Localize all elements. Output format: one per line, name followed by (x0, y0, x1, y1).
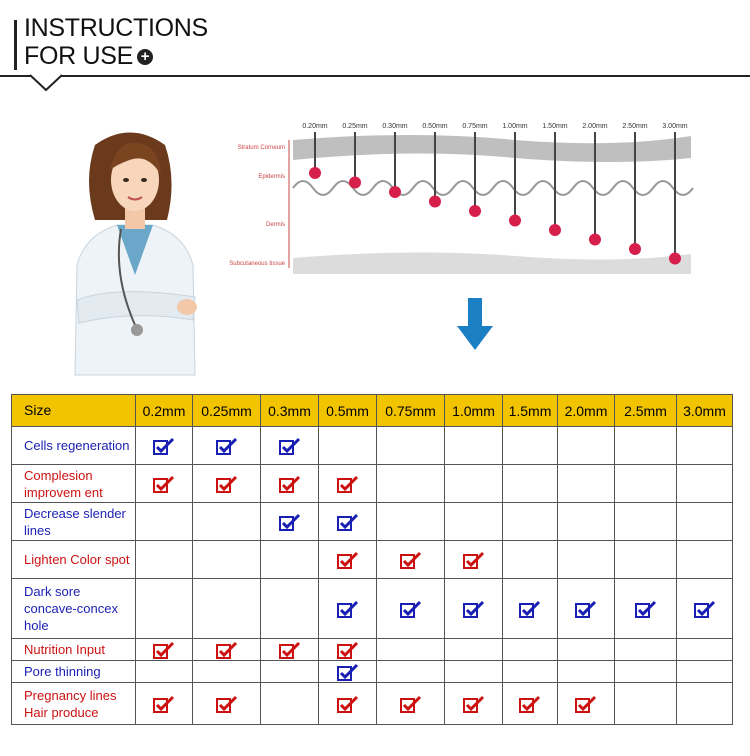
needle-tip (309, 167, 321, 179)
needle-tip (389, 186, 401, 198)
table-cell (193, 661, 261, 683)
table-cell (503, 541, 558, 579)
table-cell (193, 465, 261, 503)
table-cell (615, 541, 677, 579)
checkmark-icon (463, 600, 485, 618)
table-cell (261, 683, 319, 725)
title-line-2: FOR USE (24, 42, 134, 70)
checkmark-icon (519, 695, 541, 713)
table-cell (677, 579, 733, 639)
col-header: 2.0mm (558, 395, 615, 427)
table-cell (377, 579, 445, 639)
table-cell (445, 427, 503, 465)
table-cell (319, 661, 377, 683)
checkmark-icon (216, 437, 238, 455)
table-cell (503, 683, 558, 725)
depth-label: 2.00mm (582, 123, 608, 130)
table-row (12, 661, 733, 683)
col-header: 1.0mm (445, 395, 503, 427)
checkmark-icon (279, 641, 301, 659)
row-label: Decrease slender lines (12, 503, 136, 541)
needle-tip (509, 215, 521, 227)
table-cell (445, 579, 503, 639)
header-accent-bar (14, 20, 17, 70)
col-header: 0.25mm (193, 395, 261, 427)
table-cell (677, 503, 733, 541)
table-cell (136, 541, 193, 579)
layer-label: Epidermis (258, 174, 285, 180)
table-row (12, 427, 733, 465)
down-arrow-icon (455, 298, 495, 352)
table-cell (377, 465, 445, 503)
table-cell (261, 503, 319, 541)
depth-label: 0.75mm (462, 123, 488, 130)
checkmark-icon (216, 695, 238, 713)
table-cell (136, 661, 193, 683)
table-cell (261, 579, 319, 639)
plus-icon: + (137, 49, 153, 65)
needle-tip (629, 243, 641, 255)
table-cell (377, 503, 445, 541)
row-label: Pore thinning (12, 661, 136, 683)
usage-table (11, 394, 733, 725)
table-cell (677, 465, 733, 503)
checkmark-icon (337, 695, 359, 713)
checkmark-icon (463, 551, 485, 569)
title-line-1: INSTRUCTIONS (24, 14, 208, 42)
checkmark-icon (337, 600, 359, 618)
table-header-row (12, 395, 733, 427)
table-cell (193, 639, 261, 661)
depth-label: 0.25mm (342, 123, 368, 130)
table-row (12, 683, 733, 725)
table-cell (615, 683, 677, 725)
depth-label: 0.20mm (302, 123, 328, 130)
skin-depth-diagram (215, 118, 695, 278)
table-cell (193, 503, 261, 541)
checkmark-icon (153, 475, 175, 493)
table-cell (319, 427, 377, 465)
table-cell (677, 683, 733, 725)
table-row (12, 639, 733, 661)
table-cell (558, 427, 615, 465)
page-title (24, 14, 208, 70)
table-cell (319, 541, 377, 579)
table-cell (136, 465, 193, 503)
depth-label: 0.50mm (422, 123, 448, 130)
table-cell (615, 427, 677, 465)
checkmark-icon (400, 551, 422, 569)
table-cell (377, 683, 445, 725)
col-header: 0.75mm (377, 395, 445, 427)
table-cell (503, 427, 558, 465)
table-cell (445, 465, 503, 503)
table-cell (377, 427, 445, 465)
table-cell (136, 683, 193, 725)
table-cell (558, 639, 615, 661)
table-cell (261, 541, 319, 579)
row-label: Lighten Color spot (12, 541, 136, 579)
table-cell (615, 465, 677, 503)
needle-tip (349, 177, 361, 189)
doctor-illustration (55, 125, 215, 380)
needle-tip (589, 234, 601, 246)
checkmark-icon (279, 475, 301, 493)
table-cell (136, 639, 193, 661)
table-cell (558, 661, 615, 683)
header-pointer (28, 74, 68, 92)
col-header: 3.0mm (677, 395, 733, 427)
layer-label: Dermis (266, 222, 285, 228)
table-cell (377, 541, 445, 579)
table-cell (377, 661, 445, 683)
row-label: Nutrition Input (12, 639, 136, 661)
needle-tip (469, 205, 481, 217)
table-row (12, 503, 733, 541)
table-row (12, 541, 733, 579)
table-cell (677, 541, 733, 579)
table-cell (615, 639, 677, 661)
table-cell (193, 683, 261, 725)
table-cell (558, 683, 615, 725)
col-header: 1.5mm (503, 395, 558, 427)
table-cell (136, 427, 193, 465)
depth-label: 3.00mm (662, 123, 688, 130)
table-cell (261, 465, 319, 503)
table-cell (615, 503, 677, 541)
checkmark-icon (337, 663, 359, 681)
checkmark-icon (279, 513, 301, 531)
table-cell (377, 639, 445, 661)
layer-label: Subcutaneous tissue (229, 261, 285, 267)
table-cell (445, 639, 503, 661)
row-label: Pregnancy lines Hair produce (12, 683, 136, 725)
checkmark-icon (279, 437, 301, 455)
table-cell (503, 503, 558, 541)
checkmark-icon (337, 513, 359, 531)
checkmark-icon (635, 600, 657, 618)
table-cell (677, 661, 733, 683)
table-cell (445, 541, 503, 579)
checkmark-icon (216, 475, 238, 493)
checkmark-icon (575, 695, 597, 713)
table-cell (558, 465, 615, 503)
table-row (12, 579, 733, 639)
table-cell (136, 503, 193, 541)
row-label: Complesion improvem ent (12, 465, 136, 503)
checkmark-icon (153, 641, 175, 659)
checkmark-icon (337, 475, 359, 493)
col-header: 2.5mm (615, 395, 677, 427)
table-cell (503, 465, 558, 503)
table-cell (558, 579, 615, 639)
needle-tip (549, 224, 561, 236)
table-cell (615, 579, 677, 639)
checkmark-icon (153, 437, 175, 455)
table-cell (445, 661, 503, 683)
depth-label: 1.00mm (502, 123, 528, 130)
table-cell (558, 503, 615, 541)
col-header: 0.3mm (261, 395, 319, 427)
checkmark-icon (575, 600, 597, 618)
layer-label: Stratum Corneum (237, 145, 285, 151)
depth-label: 1.50mm (542, 123, 568, 130)
needle-tip (669, 253, 681, 265)
table-cell (677, 427, 733, 465)
checkmark-icon (337, 641, 359, 659)
table-cell (319, 503, 377, 541)
col-header: 0.2mm (136, 395, 193, 427)
table-cell (503, 639, 558, 661)
checkmark-icon (519, 600, 541, 618)
checkmark-icon (694, 600, 716, 618)
table-cell (319, 579, 377, 639)
table-row (12, 465, 733, 503)
checkmark-icon (216, 641, 238, 659)
table-cell (445, 683, 503, 725)
table-cell (261, 661, 319, 683)
table-cell (503, 579, 558, 639)
table-cell (261, 639, 319, 661)
table-cell (615, 661, 677, 683)
checkmark-icon (337, 551, 359, 569)
table-cell (193, 579, 261, 639)
depth-label: 0.30mm (382, 123, 408, 130)
table-cell (558, 541, 615, 579)
checkmark-icon (153, 695, 175, 713)
table-cell (193, 427, 261, 465)
row-label: Dark sore concave-concex hole (12, 579, 136, 639)
table-cell (193, 541, 261, 579)
checkmark-icon (400, 600, 422, 618)
checkmark-icon (400, 695, 422, 713)
row-label: Cells regeneration (12, 427, 136, 465)
table-cell (445, 503, 503, 541)
table-cell (261, 427, 319, 465)
table-cell (319, 639, 377, 661)
table-cell (136, 579, 193, 639)
table-cell (677, 639, 733, 661)
col-header: 0.5mm (319, 395, 377, 427)
checkmark-icon (463, 695, 485, 713)
table-cell (319, 465, 377, 503)
needle-tip (429, 196, 441, 208)
table-cell (503, 661, 558, 683)
header-divider (0, 75, 750, 77)
table-cell (319, 683, 377, 725)
depth-label: 2.50mm (622, 123, 648, 130)
size-header: Size (12, 395, 136, 427)
